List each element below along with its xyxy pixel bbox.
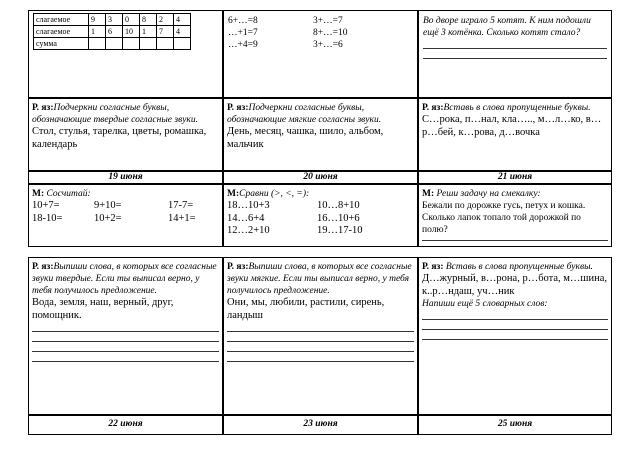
date-cell bbox=[418, 415, 612, 435]
table-cell[interactable] bbox=[106, 38, 123, 50]
exercise-text: Вода, земля, наш, верный, друг, помощник. bbox=[32, 297, 174, 321]
answer-line[interactable] bbox=[32, 342, 219, 352]
date-label: 20 июня bbox=[303, 172, 338, 182]
answer-line[interactable] bbox=[227, 342, 414, 352]
task-text: Подчеркни согласные буквы, обозначающие твердые согласные звуки. bbox=[32, 103, 198, 125]
table-cell: 3 bbox=[106, 14, 123, 26]
task-text: Во дворе играло 5 котят. К ним подошли ещё 3 котёнка. Сколько котят стало? bbox=[423, 16, 591, 38]
example: 16…10+6 bbox=[317, 212, 360, 224]
answer-line[interactable] bbox=[422, 236, 608, 241]
row-label: слагаемое bbox=[34, 14, 89, 26]
subject-label: М: bbox=[32, 189, 45, 199]
date-cell bbox=[28, 415, 223, 435]
table-cell: 9 bbox=[89, 14, 106, 26]
table-cell[interactable] bbox=[89, 38, 106, 50]
subject-label: М: bbox=[227, 189, 240, 199]
soft-consonants-cell bbox=[223, 98, 418, 171]
vocabulary-cell bbox=[418, 257, 612, 415]
missing-addend-cell bbox=[223, 10, 418, 98]
logic-task-cell bbox=[418, 184, 612, 247]
example: 6+…=8 bbox=[228, 16, 258, 26]
subject-label: М: bbox=[422, 189, 435, 199]
date-cell bbox=[418, 171, 612, 184]
exercise-text: Они, мы, любили, растили, сирень, ландыш bbox=[227, 297, 385, 321]
table-cell: 0 bbox=[123, 14, 140, 26]
worksheet bbox=[28, 10, 612, 440]
kittens-task-cell bbox=[418, 10, 612, 98]
date-cell bbox=[28, 171, 223, 184]
table-cell: 6 bbox=[106, 26, 123, 38]
missing-letters-cell bbox=[418, 98, 612, 171]
answer-line[interactable] bbox=[423, 49, 607, 59]
table-cell[interactable] bbox=[123, 38, 140, 50]
example: 3+…=6 bbox=[313, 40, 343, 50]
compare-cell bbox=[223, 184, 418, 247]
task-text: Реши задачу на смекалку: bbox=[436, 189, 541, 199]
table-cell: 2 bbox=[157, 14, 174, 26]
answer-line[interactable] bbox=[423, 39, 607, 49]
answer-line[interactable] bbox=[227, 352, 414, 362]
table-cell: 1 bbox=[89, 26, 106, 38]
count-cell bbox=[28, 184, 223, 247]
table-cell: 4 bbox=[174, 26, 191, 38]
example: …+4=9 bbox=[228, 40, 258, 50]
subject-label: Р. яз: bbox=[32, 103, 54, 113]
table-cell: 4 bbox=[174, 14, 191, 26]
sum-table bbox=[33, 13, 191, 50]
answer-line[interactable] bbox=[422, 320, 608, 330]
example: 10+2= bbox=[94, 212, 122, 224]
task-text: Выпиши слова, в которых все согласные звуки мягкие. Если ты выписал верно, у тебя получилось предложение. bbox=[227, 262, 412, 296]
answer-line[interactable] bbox=[422, 330, 608, 340]
soft-sentence-cell bbox=[223, 257, 418, 415]
table-cell: 7 bbox=[157, 26, 174, 38]
example: 9+10= bbox=[94, 200, 122, 211]
exercise-text: Бежали по дорожке гусь, петух и кошка. Сколько лапок топало той дорожкой по полю? bbox=[422, 201, 586, 235]
date-cell bbox=[223, 171, 418, 184]
example: 8+…=10 bbox=[313, 28, 348, 38]
answer-line[interactable] bbox=[32, 322, 219, 332]
answer-line[interactable] bbox=[227, 332, 414, 342]
answer-line[interactable] bbox=[422, 310, 608, 320]
example: 14…6+4 bbox=[227, 212, 265, 224]
date-label: 23 июня bbox=[303, 419, 338, 429]
task-text: Выпиши слова, в которых все согласные звуки твердые. Если ты выписал верно, у тебя получилось предложение. bbox=[32, 262, 217, 296]
table-row bbox=[34, 26, 191, 38]
table-cell[interactable] bbox=[140, 38, 157, 50]
row-label: сумма bbox=[34, 38, 89, 50]
example: 18-10= bbox=[32, 212, 63, 224]
task-text: Подчеркни согласные буквы, обозначающие мягкие согласны звуки. bbox=[227, 103, 382, 125]
exercise-text: Стол, стулья, тарелка, цветы, ромашка, календарь bbox=[32, 126, 207, 150]
task-text: Напиши ещё 5 словарных слов: bbox=[422, 299, 548, 309]
example: 19…17-10 bbox=[317, 225, 363, 236]
answer-line[interactable] bbox=[32, 332, 219, 342]
task-text: Сравни (>, <, =): bbox=[239, 189, 310, 199]
subject-label: Р. яз: bbox=[422, 103, 444, 113]
subject-label: Р. яз: bbox=[227, 262, 249, 272]
table-cell[interactable] bbox=[157, 38, 174, 50]
date-label: 19 июня bbox=[108, 172, 143, 182]
answer-line[interactable] bbox=[32, 352, 219, 362]
example: 10…8+10 bbox=[317, 200, 360, 211]
subject-label: Р. яз: bbox=[227, 103, 249, 113]
table-cell: 8 bbox=[140, 14, 157, 26]
hard-sentence-cell bbox=[28, 257, 223, 415]
table-row bbox=[34, 38, 191, 50]
date-label: 25 июня bbox=[497, 419, 533, 429]
exercise-text: День, месяц, чашка, шило, альбом, мальчик bbox=[227, 126, 384, 150]
date-label: 21 июня bbox=[497, 172, 533, 182]
table-cell: 10 bbox=[123, 26, 140, 38]
subject-label: Р. яз: bbox=[32, 262, 54, 272]
table-cell: 1 bbox=[140, 26, 157, 38]
table-cell[interactable] bbox=[174, 38, 191, 50]
exercise-text: Д…журный, в…рона, р…бота, м…шина, к..р…ндаш, уч…ник bbox=[422, 273, 608, 297]
hard-consonants-cell bbox=[28, 98, 223, 171]
example: 17-7= bbox=[168, 200, 194, 211]
example: 14+1= bbox=[168, 212, 196, 224]
example: 3+…=7 bbox=[313, 16, 343, 26]
task-text: Вставь в слова пропущенные буквы. bbox=[445, 262, 593, 272]
example: 10+7= bbox=[32, 200, 60, 211]
date-label: 22 июня bbox=[108, 419, 143, 429]
row-label: слагаемое bbox=[34, 26, 89, 38]
example: …+1=7 bbox=[228, 28, 258, 38]
example: 12…2+10 bbox=[227, 225, 270, 236]
subject-label: Р. яз: bbox=[422, 262, 444, 272]
example: 18…10+3 bbox=[227, 200, 270, 211]
table-row bbox=[34, 14, 191, 26]
exercise-text: С…рока, п…нал, кла….., м…л…ко, в…р…бей, к…рова, д…вочка bbox=[422, 114, 602, 138]
task-text: Сосчитай: bbox=[46, 189, 91, 199]
sum-table-cell bbox=[28, 10, 223, 98]
date-cell bbox=[223, 415, 418, 435]
task-text: Вставь в слова пропущенные буквы. bbox=[443, 103, 591, 113]
answer-line[interactable] bbox=[227, 322, 414, 332]
